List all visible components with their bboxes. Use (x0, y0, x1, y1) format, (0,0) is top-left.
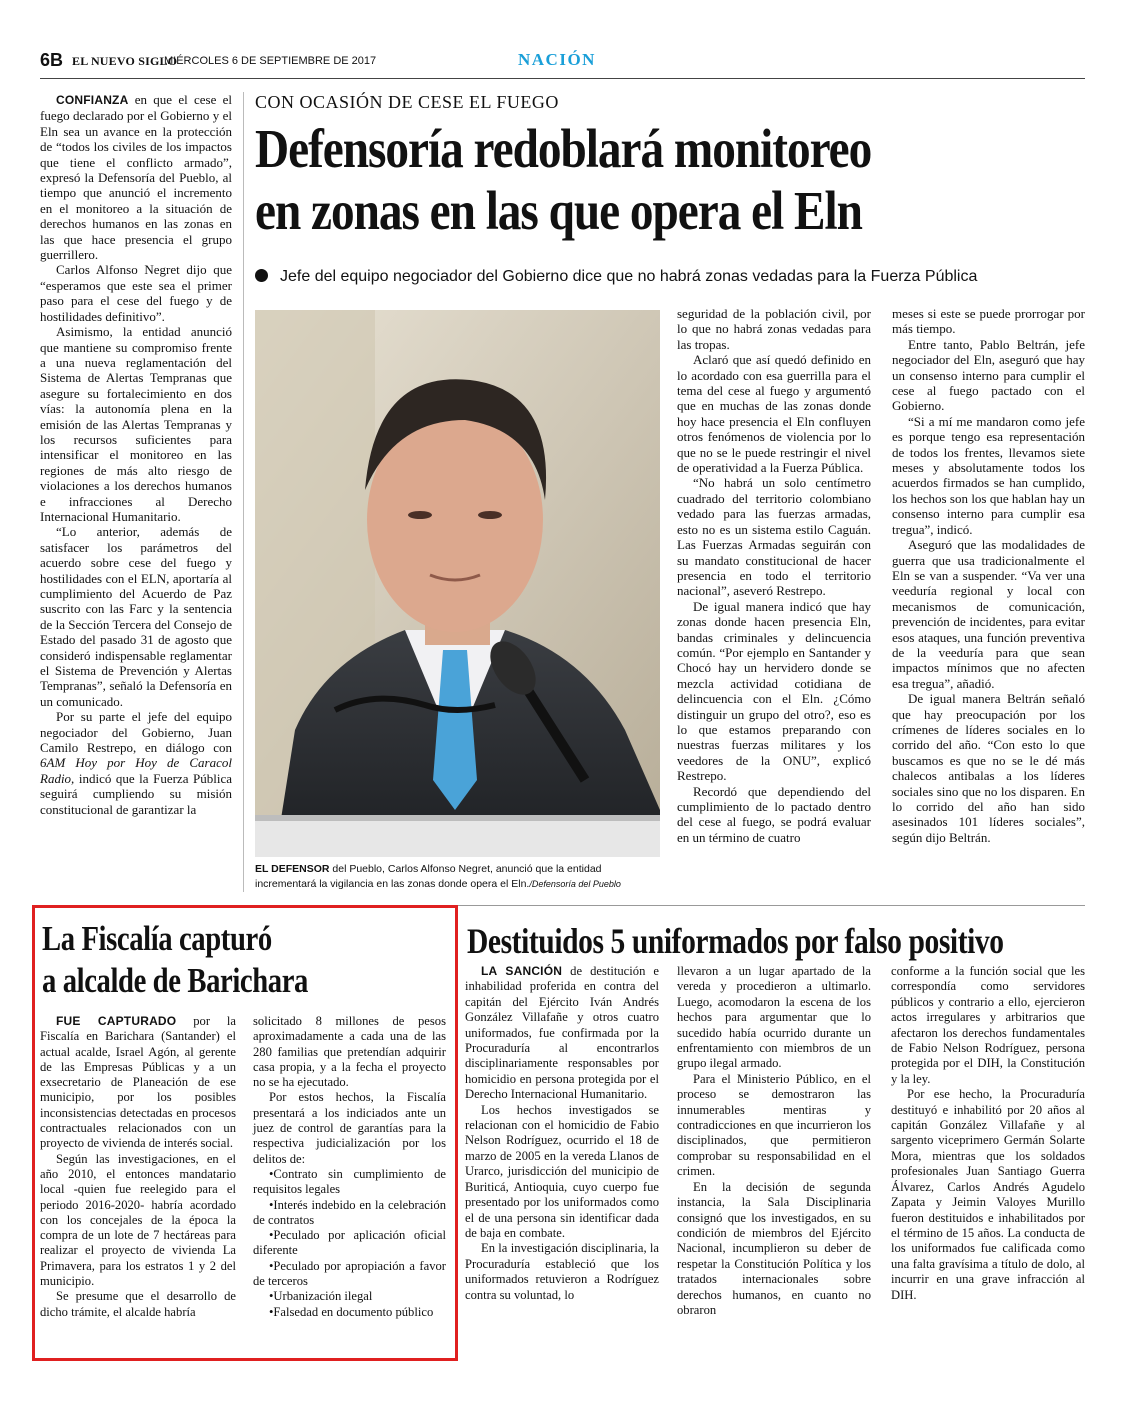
left-column (40, 92, 232, 817)
caption-lead: EL DEFENSOR (255, 863, 330, 875)
paragraph: Para el Ministerio Público, en el proceso se demostraron las innumerables mentiras y contradicciones en que incurrieron los disciplinados, que permitieron comprobar su responsabilidad en el crimen. (677, 1071, 871, 1179)
paragraph: “Si a mí me mandaron como jefe es porque tengo esa representación de todos los frentes, llevamos siete meses y absolutamente todos los acuerdos firmados se han cumplido, los hechos son los que hablan hay un consenso interno para cumplir esa tregua”, indicó. (892, 413, 1085, 537)
fiscalia-column-1 (40, 1014, 236, 1320)
paragraph: de destitución e inhabilidad proferida en contra del capitán del Ejército Iván Andrés González Villafañe y otros cuatro uniformados, fue confirmada por la Procuraduría al encontrarlos disciplinariamente responsables por homicidio en persona protegida por el Derecho Internacional Humanitario. (465, 964, 659, 1102)
column-divider (243, 92, 244, 892)
paragraph: en que el cese el fuego declarado por el Gobierno y el Eln sea un avance en la protección de “todos los civiles de los impactos que tiene el conflicto armado”, expresó la Defensoría del Pueblo, al tiempo que anunció el incremento en el monitoreo a la situación de derechos humanos en las zonas en las que hace presencia el grupo guerrillero. (40, 92, 232, 263)
paper-name: EL NUEVO SIGLO (72, 54, 178, 68)
paragraph: Los hechos investigados se relacionan con el homicidio de Fabio Nelson Rodríguez, ocurrido el 18 de marzo de 2005 en la vereda Llanos de Urarco, jurisdicción del municipio de Buriticá, Antioquia, cuyo cuerpo fue presentado por los uniformados como el de una persona sin identificar dada de baja en combate. (465, 1102, 659, 1240)
paragraph: De igual manera Beltrán señaló que hay preocupación por los crímenes de líderes sociales en lo corrido del año. “Con esto lo que buscamos es que no se le dé más chalecos antibalas a los líderes sociales sino que no los disparen. En lo corrido del año han sido asesinados 101 líderes sociales”, según dijo Beltrán. (892, 691, 1085, 845)
fiscalia-headline (42, 918, 308, 1002)
list-item: •Urbanización ilegal (269, 1289, 373, 1304)
paragraph: “No habrá un solo centímetro cuadrado del territorio colombiano vedado para las fuerzas armadas, esto no es un sistema estilo Caguán. Las Fuerzas Armadas seguirán con su mandato constitucional de hacer presencia en todo el territorio nacional”, aseveró Restrepo. (677, 475, 871, 599)
paragraph: solicitado 8 millones de pesos aproximadamente a cada una de las 280 familias que pretendían adquirir casa propia, y a la fecha el proyecto no se ha ejecutado. (253, 1014, 446, 1090)
list-item: •Falsedad en documento público (269, 1304, 434, 1319)
defensor-photo (255, 310, 660, 857)
paragraph: Entre tanto, Pablo Beltrán, jefe negociador del Eln, aseguró que hay un consenso interno para cumplir el cese al fuego pactado con el Gobierno. (892, 336, 1085, 414)
masthead (40, 50, 1085, 79)
caption-text: del Pueblo, Carlos Alfonso Negret, anunció que la entidad incrementará la vigilancia en las zonas donde opera el Eln. (255, 863, 602, 890)
destituidos-column-1 (465, 964, 659, 1303)
charges-list (253, 1167, 446, 1320)
paragraph: Carlos Alfonso Negret dijo que “esperamos que este sea el primer paso para el cese del fuego y de hostilidades definitivo”. (40, 262, 232, 324)
list-item: •Peculado por apropiación a favor de terceros (253, 1258, 446, 1289)
paragraph: Por ese hecho, la Procuraduría destituyó e inhabilitó por 20 años al capitán González Villafañe y al sargento viceprimero Germán Solarte Mora, mientras que los soldados profesionales Juan Santiago Guerra Álvarez, Carlos Andrés Agudelo Zapata y Jeimin Valoyes Murillo fueron destituidos e inhabilitados por el término de 15 años. La conducta de los uniformados fue calificada como una falta gravísima a título de dolo, al incurrir en una grave infracción al DIH. (891, 1087, 1085, 1302)
headline-line: a alcalde de Barichara (42, 961, 308, 1000)
paragraph: De igual manera indicó que hay zonas donde hacen presencia Eln, bandas criminales y delincuencia común. “Por ejemplo en Santander y Chocó hay un hervidero donde se mezcla actividad cotidiana de delincuencia con el Eln. ¿Cómo distinguir un grupo del otro?, eso es lo que estamos preparando con nuestras fuerzas militares y los veedores de la ONU”, explicó Restrepo. (677, 598, 871, 784)
headline-line: en zonas en las que opera el Eln (255, 180, 862, 241)
kicker: CON OCASIÓN DE CESE EL FUEGO (255, 92, 559, 112)
paragraph: Aseguró que las modalidades de guerra que usa tradicionalmente el Eln se van a suspender. “Va ver una veeduría regional y local con mecanismos de comunicación, prevención de incidentes, para evitar esos ataques, una función preventiva de la veeduría para que sean impactos mínimos que no afecten esa tregua”, añadió. (892, 537, 1085, 691)
photo-caption (255, 862, 665, 892)
paragraph: conforme a la función social que les correspondía como servidores públicos y contrario a ello, ejercieron actos irregulares y arbitrarios que afectaron los derechos fundamentales de Fabio Nelson Rodríguez, persona protegida por el DIH, la Constitución y la ley. (891, 964, 1085, 1086)
main-column-2 (677, 306, 871, 845)
main-column-3 (892, 306, 1085, 845)
destituidos-column-2 (677, 964, 871, 1318)
lead-word: CONFIANZA (56, 93, 129, 107)
paragraph: En la decisión de segunda instancia, la Sala Disciplinaria consignó que los investigados, en su condición de miembros del Ejército Nacional, incumplieron su deber de respetar la Constitución Política y los tratados internacionales sobre derechos humanos, en cuanto no obraron (677, 1179, 871, 1317)
paragraph: Se presume que el desarrollo de dicho trámite, el alcalde habría (40, 1289, 236, 1319)
photo-illustration (255, 310, 660, 857)
paragraph: por la Fiscalía en Barichara (Santander) el actual acalde, Israel Agón, al gerente de las Empresas Públicas y a un exsecretario de Planeación de ese municipio, por los posibles inconsistencias detectadas en procesos contractuales relacionados con un proyecto de vivienda de interés social. (40, 1014, 236, 1151)
paragraph: llevaron a un lugar apartado de la vereda y procedieron a ultimarlo. Luego, acomodaron la escena de los hechos para argumentar que lo sucedido había ocurrido durante un enfrentamiento con miembros de un grupo ilegal armado. (677, 964, 871, 1071)
subhead (255, 268, 977, 286)
list-item: •Contrato sin cumplimiento de requisitos legales (253, 1166, 446, 1197)
lead-word: LA SANCIÓN (481, 964, 563, 978)
list-item: •Peculado por aplicación oficial diferente (253, 1228, 446, 1258)
paragraph: En la investigación disciplinaria, la Procuraduría estableció que los uniformados retuvieron a Rodríguez contra su voluntad, lo (465, 1241, 659, 1302)
issue-date: MIÉRCOLES 6 DE SEPTIEMBRE DE 2017 (164, 55, 377, 67)
program-name: 6AM Hoy por Hoy de Caracol Radio, (40, 755, 232, 786)
destituidos-headline: Destituidos 5 uniformados por falso positivo (467, 921, 1004, 961)
list-item: •Interés indebido en la celebración de contratos (253, 1197, 446, 1227)
headline-line: Defensoría redoblará monitoreo (255, 118, 872, 179)
paragraph: Recordó que dependiendo del cumplimiento de lo pactado dentro del cese al fuego, se podrá evaluar en un término de cuatro (677, 783, 871, 845)
paragraph: seguridad de la población civil, por lo que no habrá zonas vedadas para las tropas. (677, 306, 871, 352)
paragraph: Por estos hechos, la Fiscalía presentará a los indiciados ante un juez de control de garantías para la respectiva judicialización por los delitos de: (253, 1090, 446, 1166)
bullet-icon (255, 269, 268, 282)
page-number: 6B (40, 50, 64, 70)
paragraph: Aclaró que así quedó definido en lo acordado con esa guerrilla para el tema del cese al fuego y argumentó que en muchas de las zonas donde hoy hace presencia el Eln confluyen otros fenómenos de violencia por lo que no se le puede restringir el nivel de operatividad a la Fuerza Pública. (677, 352, 871, 476)
paragraph: “Lo anterior, además de satisfacer los parámetros del acuerdo sobre cese del fuego y hostilidades con el ELN, aportaría al cumplimiento del Acuerdo de Paz suscrito con las Farc y la sentencia de la Sección Tercera del Consejo de Estado del pasado 31 de agosto que consideró indispensable reglamentar el Sistema de Prevención y Alertas Tempranas”, señaló la Defensoría en un comunicado. (40, 524, 232, 709)
section-label: NACIÓN (518, 50, 596, 69)
headline-line: La Fiscalía capturó (42, 919, 272, 958)
headline (255, 118, 977, 242)
subhead-text: Jefe del equipo negociador del Gobierno dice que no habrá zonas vedadas para la Fuerza Pública (280, 268, 978, 285)
paragraph: meses si este se puede prorrogar por más tiempo. (892, 306, 1085, 337)
paragraph: Según las investigaciones, en el año 2010, el entonces mandatario local -quien fue reelegido para el periodo 2016-2020- habría acordado con los concejales de la época la compra de un lote de 7 hectáreas para realizar el proyecto de vivienda La Primavera, para los estratos 1 y 2 del municipio. (40, 1151, 236, 1289)
paragraph: Asimismo, la entidad anunció que mantiene su compromiso frente a una nueva reglamentación del Sistema de Alertas Tempranas que asegure su fortalecimiento en dos vías: la autonomía plena en la emisión de las Alertas Tempranas y los recursos suficientes para intensificar el monitoreo en las regiones de más alto riesgo de violaciones a los derechos humanos e infracciones al Derecho Internacional Humanitario. (40, 324, 232, 524)
paragraph: indicó que la Fuerza Pública seguirá cumpliendo su misión constitucional de garantizar la (40, 770, 232, 817)
paragraph: Por su parte el jefe del equipo negociador del Gobierno, Juan Camilo Restrepo, en diálogo con (40, 709, 232, 756)
lead-word: FUE CAPTURADO (56, 1014, 177, 1028)
photo-credit: /Defensoría del Pueblo (529, 879, 621, 889)
destituidos-column-3 (891, 964, 1085, 1303)
fiscalia-column-2 (253, 1014, 446, 1320)
